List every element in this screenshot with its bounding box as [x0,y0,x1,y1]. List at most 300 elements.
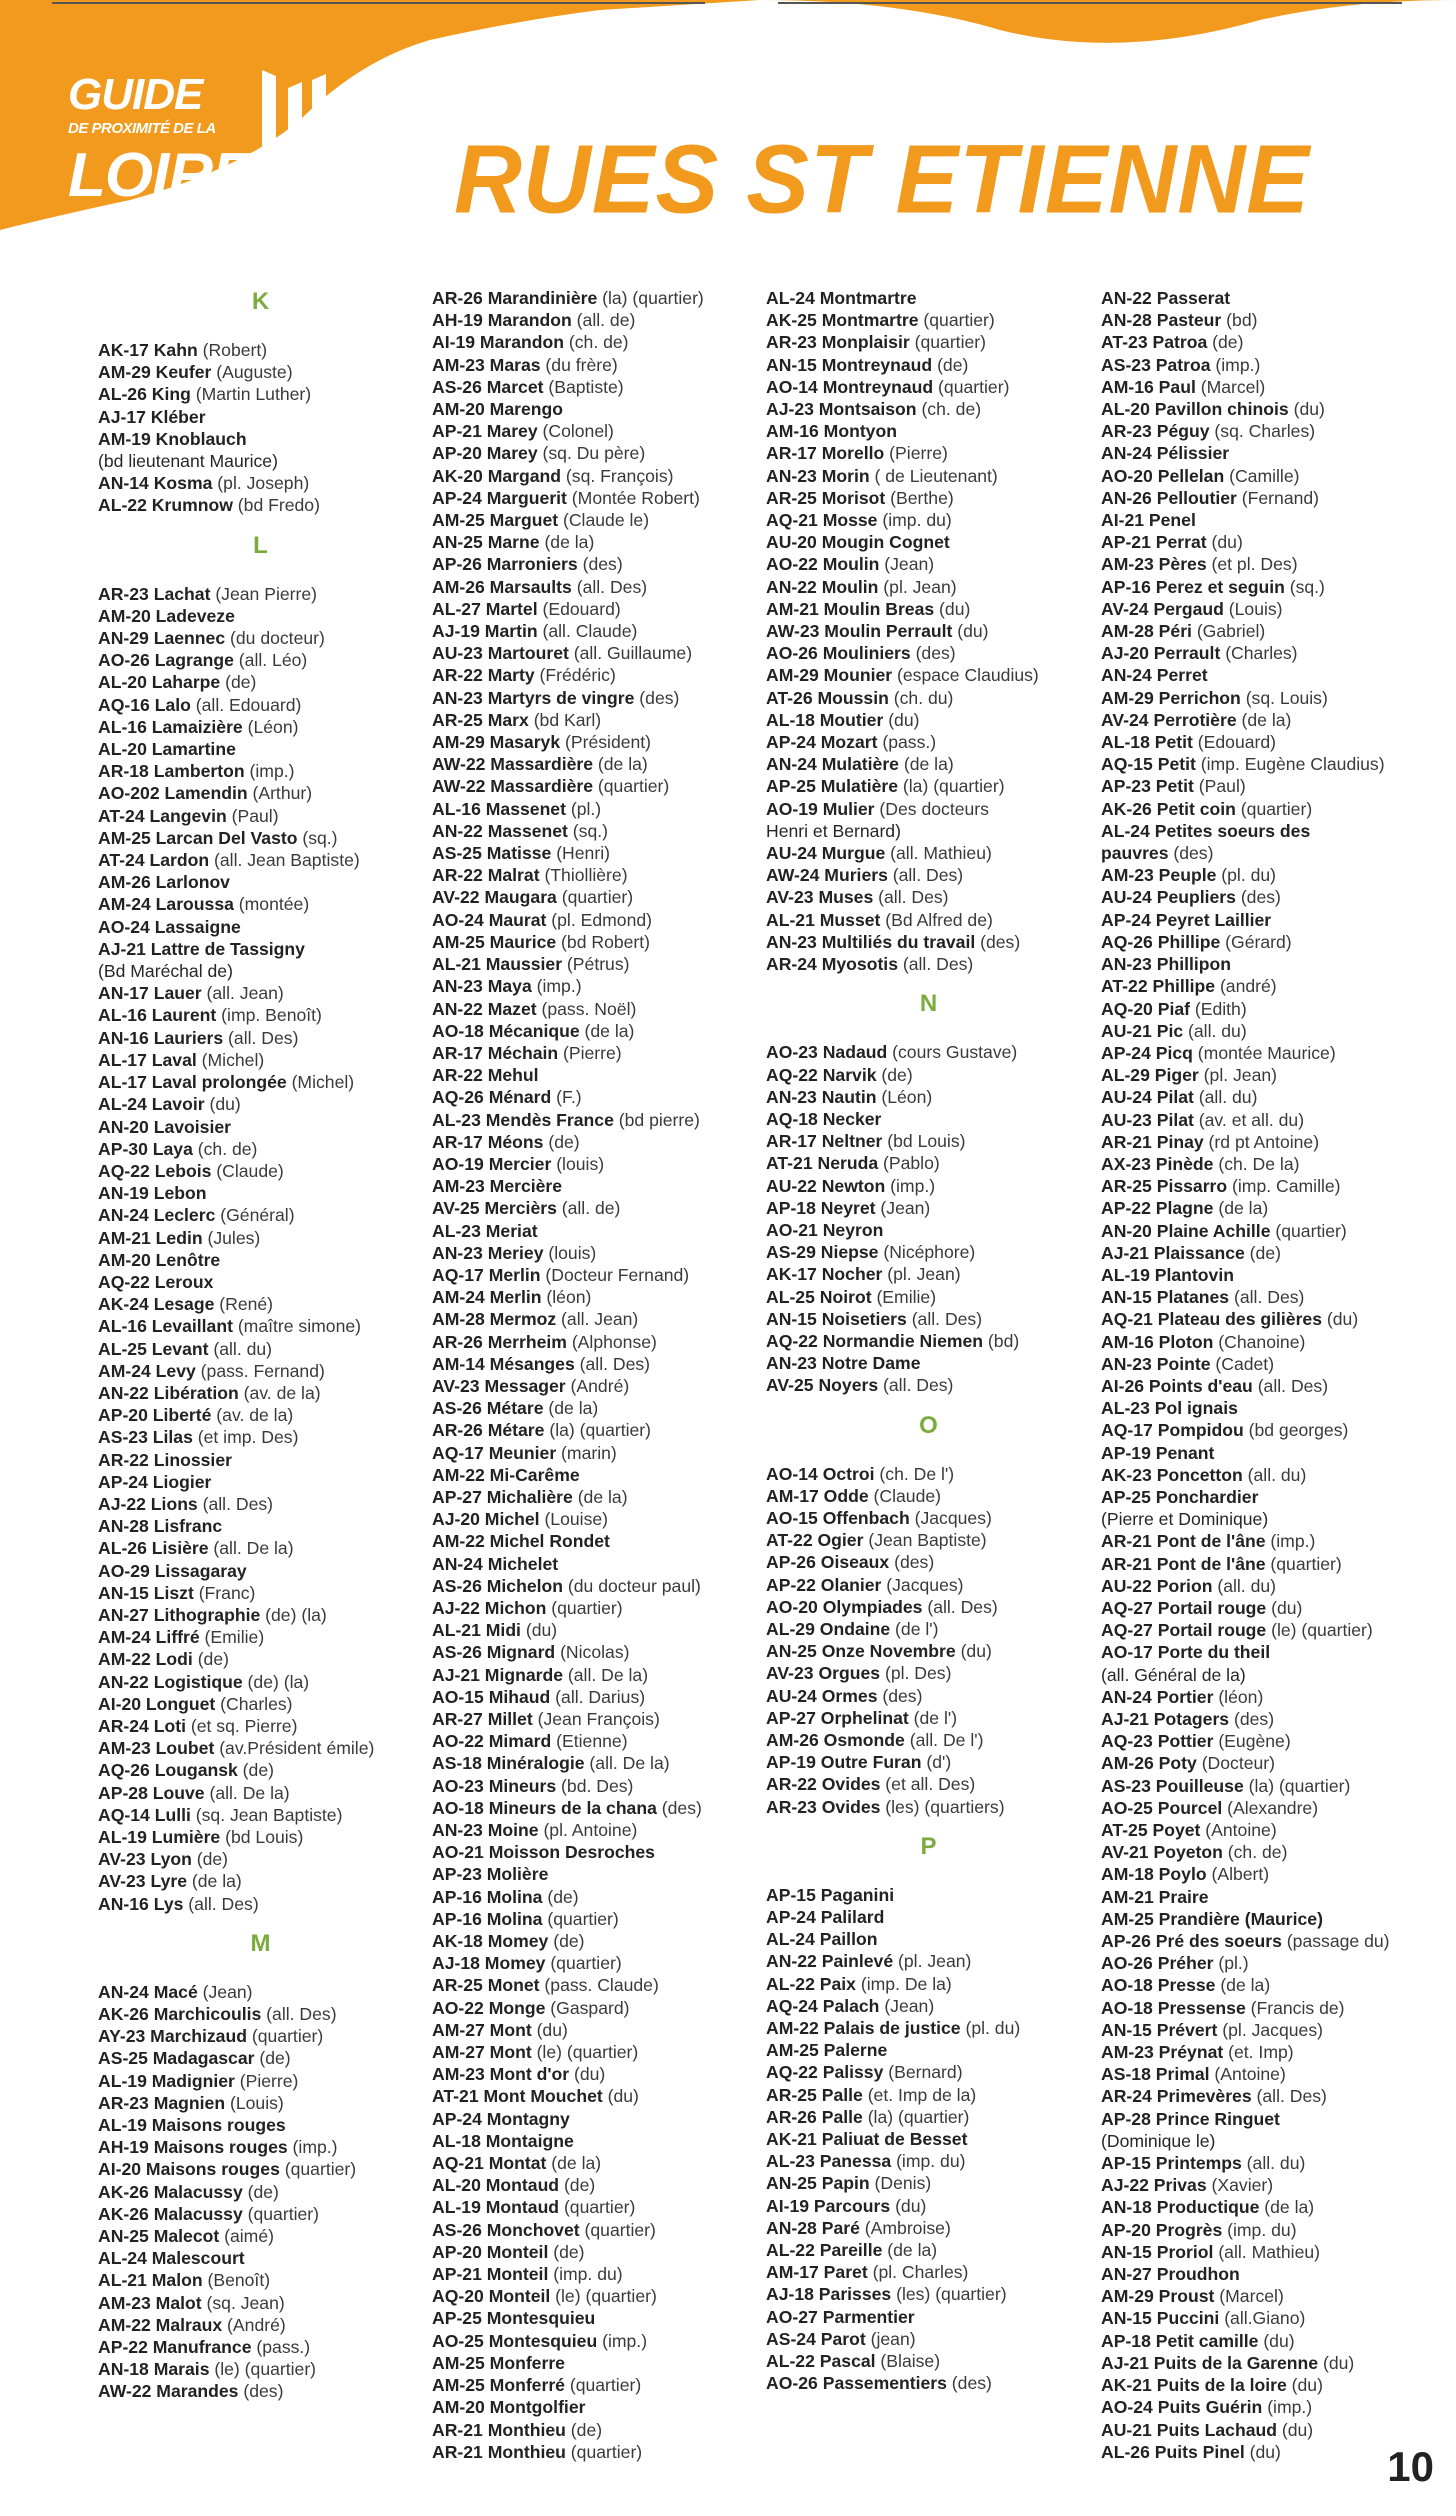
street-qualifier: (rd pt Antoine) [1203,1131,1320,1152]
street-code-name: AL-18 Moutier [766,709,884,730]
street-entry [98,1338,423,1360]
street-code-name: AT-21 Neruda [766,1153,879,1174]
street-qualifier: (Jean Pierre) [210,583,318,604]
street-code-name: AQ-22 Normandie Niemen [766,1330,984,1351]
street-qualifier: (Edouard) [537,598,621,619]
street-entry [766,1950,1091,1972]
street-entry [432,931,757,953]
street-entry [766,2350,1091,2372]
street-qualifier: (all. De la) [584,1753,670,1774]
street-qualifier: (pl. Des) [880,1663,952,1684]
street-code-name: AL-20 Pavillon chinois [1101,399,1289,420]
street-code-name: AP-22 Olanier [766,1574,882,1595]
street-qualifier: (Louis) [225,2092,284,2113]
street-entry [766,1086,1091,1108]
street-column-3 [766,287,1091,2394]
street-qualifier: (de la) [579,1020,635,1041]
street-qualifier: (Louis) [1223,598,1283,619]
street-entry [432,953,757,975]
street-entry [766,509,1091,531]
street-code-name: AL-24 Paillon [766,1929,878,1950]
street-entry [432,1730,757,1752]
street-code-name: AN-25 Malecot [98,2226,220,2247]
street-qualifier: (imp. du) [1222,2219,1297,2240]
street-entry [432,420,757,442]
street-code-name: AO-22 Monge [432,1997,546,2018]
street-qualifier: (av. de la) [211,1405,294,1426]
street-code-name: AJ-18 Parisses [766,2284,892,2305]
street-entry [766,1551,1091,1573]
street-entry [432,2041,757,2063]
street-code-name: AO-202 Lamendin [98,783,248,804]
street-entry [432,1619,757,1641]
street-entry [766,553,1091,575]
street-entry [766,1707,1091,1729]
street-entry [766,1352,1091,1374]
street-qualifier: (Jean) [879,554,935,575]
street-entry [766,309,1091,331]
street-qualifier: (Alexandre) [1222,1797,1319,1818]
street-code-name: AM-29 Perrichon [1101,687,1241,708]
street-qualifier: (Bd Alfred de) [880,909,993,930]
street-code-name: AP-19 Penant [1101,1442,1215,1463]
street-code-name: AM-14 Mésanges [432,1353,575,1374]
street-qualifier: (des) [910,643,956,664]
street-code-name: AM-29 Proust [1101,2286,1215,2307]
street-entry [1101,1375,1426,1397]
street-entry [98,1737,423,1759]
street-entry [766,398,1091,420]
street-entry [766,2217,1091,2239]
street-code-name: AM-16 Paul [1101,376,1196,397]
street-qualifier: (de) [548,2241,585,2262]
street-qualifier: (all. Des) [922,1596,998,1617]
street-entry [432,1486,757,1508]
street-code-name: AR-17 Méons [432,1131,544,1152]
street-qualifier: (du) [952,621,989,642]
street-qualifier: (du) [602,2086,639,2107]
street-entry [98,494,423,516]
street-entry [766,2328,1091,2350]
street-qualifier: (F.) [551,1087,582,1108]
street-entry [98,2269,423,2291]
street-qualifier: (imp. Benoît) [216,1005,322,1026]
street-entry [766,1263,1091,1285]
street-entry [1101,2419,1426,2441]
street-code-name: AO-26 Préher [1101,1953,1214,1974]
street-qualifier: (de la) [882,2240,938,2261]
street-entry [432,731,757,753]
street-code-name: AP-22 Plagne [1101,1198,1214,1219]
street-qualifier: (all. du) [1242,1464,1307,1485]
street-entry [432,2174,757,2196]
street-qualifier: (de) [565,2419,603,2440]
street-entry [432,1308,757,1330]
street-entry [98,1537,423,1559]
street-code-name: AN-15 Platanes [1101,1287,1230,1308]
street-code-name: AM-23 Peuple [1101,865,1217,886]
street-qualifier: (du) [520,1620,558,1641]
street-entry [1101,1641,1426,1663]
street-code-name: AP-25 Mulatière [766,776,898,797]
street-code-name: AR-26 Merrheim [432,1331,567,1352]
street-code-name: AQ-22 Lebois [98,1160,212,1181]
street-entry [1101,1220,1426,1242]
street-code-name: AV-22 Maugara [432,887,557,908]
street-code-name: AJ-21 Plaissance [1101,1242,1245,1263]
street-qualifier: (pl. Jean) [893,1951,972,1972]
street-code-name: AM-23 Mercière [432,1176,563,1197]
street-qualifier: (de) (la) [260,1604,327,1625]
street-entry [432,1797,757,1819]
street-entry [98,2070,423,2092]
street-qualifier: (de) [191,1849,229,1870]
street-code-name: AN-18 Marais [98,2359,210,2380]
street-entry [432,1775,757,1797]
street-qualifier: (sq.) [297,827,338,848]
street-code-name: AL-25 Levant [98,1338,209,1359]
logo-loire: LOIRE [68,141,253,210]
street-entry [1101,1686,1426,1708]
street-code-name: AL-26 Lisière [98,1538,209,1559]
street-qualifier: (des) [975,931,1021,952]
street-code-name: AM-21 Ledin [98,1227,203,1248]
street-code-name: AL-23 Pol ignais [1101,1398,1238,1419]
street-code-name: AN-16 Lauriers [98,1027,224,1048]
street-code-name: AL-23 Meriat [432,1220,538,1241]
street-entry [432,1331,757,1353]
street-code-name: AP-20 Monteil [432,2241,549,2262]
street-entry [1101,2241,1426,2263]
street-entry [98,982,423,1004]
street-entry [432,1886,757,1908]
street-entry [98,2047,423,2069]
street-qualifier: (de la) [1215,1975,1271,1996]
street-qualifier: (de) [192,1649,229,1670]
street-code-name: AR-22 Mehul [432,1065,539,1086]
street-code-name: AO-24 Lassaigne [98,916,241,937]
street-code-name: AN-22 Libération [98,1382,239,1403]
street-qualifier: (Jean) [879,1995,935,2016]
street-qualifier: (quartier) [559,2197,636,2218]
section-letter: M [250,1929,271,1957]
street-entry [432,886,757,908]
street-code-name: AO-21 Neyron [766,1219,884,1240]
street-code-name: AP-28 Louve [98,1782,205,1803]
street-entry [766,1064,1091,1086]
street-code-name: AM-23 Mont d'or [432,2064,570,2085]
street-entry [1101,2174,1426,2196]
street-code-name: AJ-21 Puits de la Garenne [1101,2352,1319,2373]
street-qualifier: (des) [634,687,680,708]
street-qualifier: (le) (quartier) [550,2286,657,2307]
street-entry [766,2172,1091,2194]
street-entry [1101,1530,1426,1552]
street-code-name: AL-22 Paix [766,1973,856,1994]
street-qualifier: (des) [1235,887,1281,908]
street-qualifier: (pl. Charles) [867,2262,969,2283]
street-code-name: AO-24 Puits Guérin [1101,2397,1263,2418]
street-entry [766,1175,1091,1197]
street-entry [1101,1442,1426,1464]
street-entry [1101,553,1426,575]
street-code-name: AR-22 Malrat [432,865,540,886]
street-code-name: AQ-17 Merlin [432,1264,541,1285]
street-entry [432,2396,757,2418]
street-entry [1101,2085,1426,2107]
street-entry [432,1242,757,1264]
street-entry [1101,975,1426,997]
street-qualifier: (Léon) [876,1086,933,1107]
street-qualifier: (des) [889,1552,935,1573]
street-entry [1101,1575,1426,1597]
street-qualifier: (de) [543,1131,580,1152]
street-qualifier: (pass. Fernand) [195,1360,325,1381]
street-qualifier: (all. Jean) [201,983,284,1004]
street-code-name: AM-21 Praire [1101,1886,1209,1907]
street-qualifier: (Auguste) [211,362,293,383]
street-entry [1101,664,1426,686]
street-entry [766,909,1091,931]
street-code-name: AR-22 Marty [432,665,535,686]
street-code-name: AL-17 Laval [98,1049,197,1070]
street-code-name: AQ-22 Narvik [766,1064,877,1085]
street-qualifier: (Pierre) [558,1042,622,1063]
street-entry [766,1507,1091,1529]
street-code-name: AO-23 Mineurs [432,1775,557,1796]
street-code-name: AM-23 Malot [98,2292,202,2313]
street-entry [766,2283,1091,2305]
street-code-name: AP-24 Marguerit [432,487,567,508]
street-code-name: AT-22 Ogier [766,1530,864,1551]
street-entry [766,842,1091,864]
street-code-name: AP-15 Paganini [766,1884,895,1905]
street-code-name: AR-24 Myosotis [766,954,898,975]
street-qualifier: (quartier) [593,776,670,797]
street-qualifier: (Président) [560,732,652,753]
street-code-name: AM-29 Masaryk [432,732,561,753]
street-entry [1101,2396,1426,2418]
street-entry [98,1426,423,1448]
street-entry [432,1353,757,1375]
street-entry [1101,886,1426,908]
street-entry [98,2114,423,2136]
street-entry [766,1773,1091,1795]
street-qualifier: (Camille) [1224,465,1300,486]
street-entry [432,1930,757,1952]
street-qualifier: (all. du) [1183,1020,1247,1041]
street-qualifier: (de la) [593,754,648,775]
street-entry [98,1093,423,1115]
street-code-name: AP-16 Molina [432,1886,543,1907]
street-entry [98,1160,423,1182]
street-entry [432,1264,757,1286]
street-code-name: AN-22 Logistique [98,1671,243,1692]
street-qualifier: (all. Edouard) [190,694,302,715]
street-code-name: AS-29 Niepse [766,1242,879,1263]
street-code-name: AP-21 Perrat [1101,532,1207,553]
street-code-name: AX-23 Pinède [1101,1153,1214,1174]
street-entry [432,820,757,842]
street-qualifier: (Henri) [551,843,610,864]
street-code-name: AU-21 Pic [1101,1020,1184,1041]
street-qualifier: (Marcel) [1195,376,1266,397]
street-code-name: AJ-22 Michon [432,1597,547,1618]
street-entry [766,376,1091,398]
street-code-name: AS-26 Marcet [432,376,544,397]
street-entry [1101,1708,1426,1730]
street-entry [1101,1197,1426,1219]
street-qualifier: (de l') [908,1707,958,1728]
street-entry [1101,642,1426,664]
street-code-name: AR-23 Ovides [766,1796,881,1817]
street-entry [1101,709,1426,731]
street-qualifier: (de) (la) [242,1671,310,1692]
street-entry [98,339,423,361]
street-qualifier: (de la) [572,1486,628,1507]
street-entry [766,2261,1091,2283]
street-qualifier: (la) (quartier) [597,288,704,308]
street-entry [432,709,757,731]
street-entry [1101,1886,1426,1908]
street-code-name: AR-21 Pont de l'âne [1101,1531,1266,1552]
street-code-name: AM-26 Osmonde [766,1729,905,1750]
street-code-name: AI-19 Marandon [432,332,564,353]
street-entry [98,782,423,804]
street-entry [1101,1819,1426,1841]
street-code-name: AM-22 Lodi [98,1649,193,1670]
street-entry [766,931,1091,953]
street-qualifier: (all. Léo) [233,650,308,671]
street-qualifier: (quartier) [546,1597,623,1618]
street-code-name: AL-18 Montaigne [432,2130,574,2151]
street-qualifier: (Charles) [1220,643,1298,664]
street-code-name: AV-24 Pergaud [1101,598,1224,619]
street-code-name: AL-22 Krumnow [98,495,233,516]
street-code-name: AP-16 Perez et seguin [1101,576,1285,597]
street-column-1 [98,287,423,2403]
street-qualifier: (imp.) [885,1175,936,1196]
street-code-name: AK-21 Puits de la loire [1101,2375,1287,2396]
street-qualifier: (les) (quartiers) [880,1796,1005,1817]
street-qualifier: (Francis de) [1245,1997,1345,2018]
street-entry [766,1130,1091,1152]
street-entry [432,1131,757,1153]
street-entry [432,509,757,531]
street-entry [432,398,757,420]
street-code-name: AL-23 Panessa [766,2151,892,2172]
street-code-name: AL-21 Malon [98,2270,203,2291]
street-code-name: AM-16 Montyon [766,421,897,442]
street-qualifier: (pl. Joseph) [212,473,310,494]
street-entry [766,1108,1091,1130]
street-code-name: AN-25 Papin [766,2173,870,2194]
street-entry [766,709,1091,731]
street-entry [1101,487,1426,509]
street-entry [1101,1175,1426,1197]
street-qualifier: (de) [237,1760,274,1781]
street-code-name: AO-24 Maurat [432,909,547,930]
street-entry [1101,1930,1426,1952]
street-entry [432,331,757,353]
street-entry [766,620,1091,642]
street-code-name: AM-26 Larlonov [98,872,230,893]
street-code-name: AM-22 Michel Rondet [432,1531,610,1552]
street-code-name: AL-19 Lumière [98,1827,221,1847]
street-qualifier: (cours Gustave) [887,1042,1018,1063]
street-qualifier: (Pierre) [234,2070,299,2091]
street-code-name: AR-25 Monet [432,1975,540,1996]
street-entry [1101,398,1426,420]
street-code-name: AO-18 Presse [1101,1975,1216,1996]
street-qualifier: (Baptiste) [543,376,624,397]
street-code-name: AN-23 Nautin [766,1086,877,1107]
street-entry [432,1175,757,1197]
street-qualifier: (Thiollière) [539,865,628,886]
street-entry [98,2247,423,2269]
street-entry [432,975,757,997]
street-code-name: AM-20 Marengo [432,399,563,420]
street-qualifier: (ch. du) [888,687,954,708]
street-entry [766,1529,1091,1551]
street-code-name: AU-23 Martouret [432,643,569,664]
street-qualifier: (Edith) [1189,998,1247,1019]
street-qualifier: (pl. Antoine) [538,1820,638,1841]
street-entry [432,1530,757,1552]
street-code-name: AQ-15 Petit [1101,754,1196,775]
street-entry [98,2314,423,2336]
street-code-name: AM-23 Préynat [1101,2042,1224,2063]
street-code-name: AM-22 Mi-Carême [432,1464,580,1485]
street-qualifier: (sq. Du père) [537,443,646,464]
street-entry [98,2336,423,2358]
street-entry [1101,1331,1426,1353]
street-code-name: AU-20 Mougin Cognet [766,532,950,553]
street-entry [766,531,1091,553]
street-entry [766,1152,1091,1174]
street-code-name: AP-16 Molina [432,1908,543,1929]
street-entry [98,1671,423,1693]
street-code-name: AN-23 Moine [432,1820,539,1841]
street-code-name: AR-21 Monthieu [432,2419,566,2440]
street-code-name: AM-25 Larcan Del Vasto [98,827,298,848]
street-entry [1101,1042,1426,1064]
street-qualifier: (Pablo) [878,1153,940,1174]
street-code-name: AO-17 Porte du theil [1101,1642,1271,1663]
street-entry [432,687,757,709]
street-entry [98,428,423,450]
street-entry [1101,1952,1426,1974]
street-qualifier: (pl. Jean) [1198,1065,1278,1086]
street-entry [766,1928,1091,1950]
street-qualifier: (Eugène) [1213,1731,1291,1752]
street-code-name: AN-22 Passerat [1101,288,1231,308]
street-qualifier: (de) [932,354,969,375]
street-code-name: AN-23 Morin [766,465,870,486]
street-entry [766,1041,1091,1063]
street-qualifier: (et pl. Des) [1206,554,1298,575]
street-code-name: AP-21 Monteil [432,2264,549,2285]
street-qualifier: (ch. de) [916,399,982,420]
street-code-name: AS-23 Patroa [1101,354,1211,375]
street-code-name: AR-23 Lachat [98,583,211,604]
street-qualifier: (all. Darius) [550,1686,646,1707]
street-entry [432,798,757,820]
street-entry [766,798,1091,820]
street-entry [766,287,1091,309]
street-qualifier: (du) [204,1094,241,1115]
street-code-name: AP-21 Marey [432,421,538,442]
